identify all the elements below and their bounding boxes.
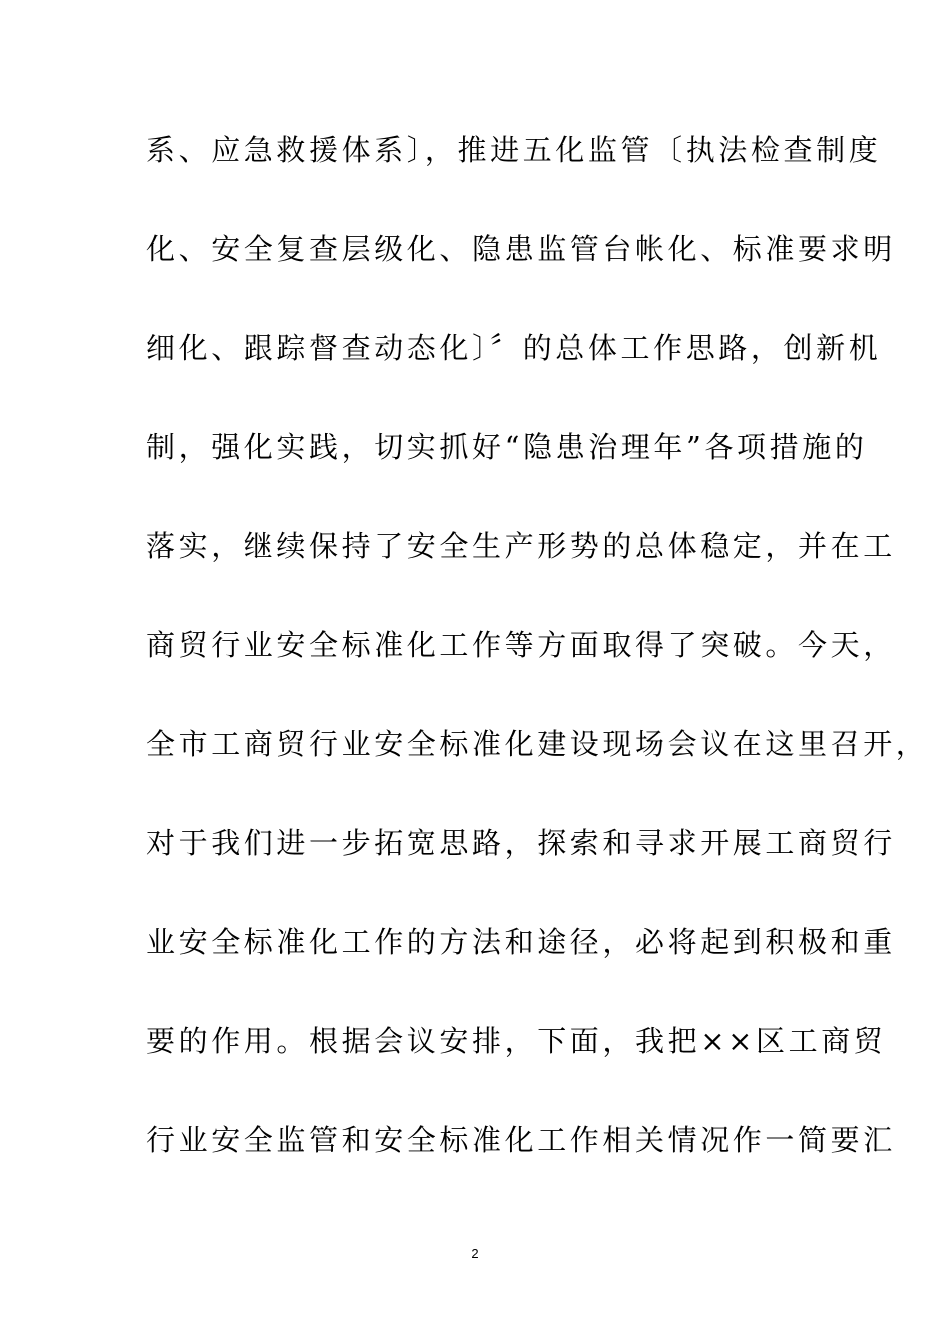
text-line: 落实，继续保持了安全生产形势的总体稳定，并在工 [146,529,896,563]
body-text [146,124,929,1213]
text-line: 要的作用。根据会议安排，下面，我把××区工商贸 [146,1024,887,1058]
text-line: 对于我们进一步拓宽思路，探索和寻求开展工商贸行 [146,826,896,860]
text-line: 商贸行业安全标准化工作等方面取得了突破。今天， [146,628,896,662]
page-number: 2 [471,1246,479,1261]
text-line: 化、安全复查层级化、隐患监管台帐化、标准要求明 [146,232,896,266]
text-line: 业安全标准化工作的方法和途径，必将起到积极和重 [146,925,896,959]
text-line: 制，强化实践，切实抓好“隐患治理年”各项措施的 [146,430,868,464]
text-line: 行业安全监管和安全标准化工作相关情况作一简要汇 [146,1123,896,1157]
text-line: 细化、跟踪督查动态化〕〞的总体工作思路，创新机 [146,331,882,365]
text-line: 全市工商贸行业安全标准化建设现场会议在这里召开， [146,727,929,761]
text-line: 系、应急救援体系〕，推进五化监管〔执法检查制度 [146,133,882,167]
